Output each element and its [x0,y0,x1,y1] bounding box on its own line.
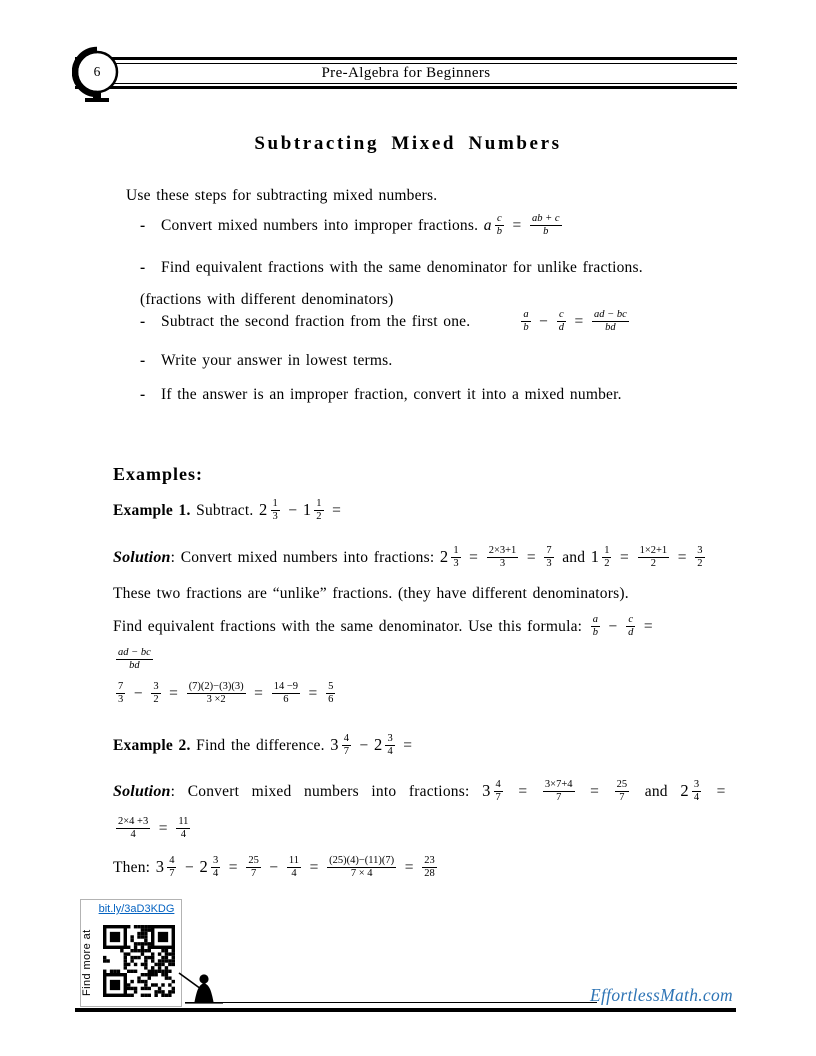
qr-panel [80,899,182,1007]
bullet-dash: - [140,352,146,369]
page-title: Subtracting Mixed Numbers [254,133,562,154]
list-item [113,348,740,373]
example1-work: $\frac{7}{3}$ − $\frac{3}{2}$ = $\frac{(7)(2)-(3)(3)}{3 \times 2}$ = $\frac{14 -9}{6}$ = $\frac{5}{6}$ [118,680,334,705]
bullet-text: Subtract the second fraction from the first one. $\frac{a}{b}$ − $\frac{c}{d}$ = $\frac{ad - bc}{bd}$ [161,308,627,333]
footer-rule-thin [185,1002,597,1003]
header-rule-bottom-thick [75,86,737,89]
page-number-globe-icon [72,45,126,107]
qr-code-icon [103,925,175,997]
header-rule-top-thin [75,63,737,64]
bullet-dash: - [140,313,146,330]
example2-solution-line2: $\frac{2\times 4 +3}{4}$ = $\frac{11}{4}$ [118,815,189,840]
bullet-text: If the answer is an improper fraction, convert it into a mixed number. [161,386,622,403]
list-item [113,213,740,239]
bullet-text: Write your answer in lowest terms. [161,352,393,369]
header-rule-top-thick [75,57,737,60]
footer-rule-thick [75,1008,736,1012]
example2-solution-line1: Solution: Convert mixed numbers into fractions: 3 $\frac{4}{7}$ = $\frac{3\times 7+4}{7}$ = $\frac{25}{7}$ and 2 $\frac{3}{4}$ = [113,778,726,803]
find-more-label: Find more at [81,929,93,997]
book-title: Pre-Algebra for Beginners [321,65,491,81]
website-link[interactable]: EffortlessMath.com [590,985,733,1005]
header-rule-bottom-thin [75,83,737,84]
bullet-text: Find equivalent fractions with the same denominator for unlike fractions. (fractions with different denominators) [140,259,643,308]
example1-explanation: These two fractions are “unlike” fractions. (they have different denominators). Find equivalent fractions with the same denominator. Use this formula: $\frac{a}{b}$ − $\frac{c}{d}$ = $\frac{ad - bc}{bd}$ [113,585,653,671]
bullet-dash: - [140,386,146,403]
teacher-pointer-icon [176,970,224,1006]
page-number: 6 [93,64,101,79]
examples-heading: Examples: [113,464,203,484]
bullet-dash: - [140,217,146,234]
example2-result: Then: 3 $\frac{4}{7}$ − 2 $\frac{3}{4}$ = $\frac{25}{7}$ − $\frac{11}{4}$ = $\frac{(25)(4)-(11)(7)}{7 \times 4}$ = $\frac{23}{28}$ [113,854,435,879]
bullet-dash: - [140,259,146,276]
list-item [113,252,740,316]
example1-title: Example 1. Subtract. 2 $\frac{1}{3}$ − 1 $\frac{1}{2}$ = [113,497,342,522]
intro-text: Use these steps for subtracting mixed numbers. [126,187,438,204]
list-item [113,382,740,407]
bullet-text: Convert mixed numbers into improper fractions. a $\frac{c}{b}$ = $\frac{ab + c}{b}$ [161,212,560,237]
example2-title: Example 2. Find the difference. 3 $\frac{4}{7}$ − 2 $\frac{3}{4}$ = [113,732,413,757]
example1-solution: Solution: Convert mixed numbers into fractions: 2 $\frac{1}{3}$ = $\frac{2\times 3+1}{3}$ = $\frac{7}{3}$ and 1 $\frac{1}{2}$ = $\frac{1\times 2+1}{2}$ = $\frac{3}{2}$ [113,544,703,569]
short-url-link[interactable]: bit.ly/3aD3KDG [98,903,175,915]
list-item [113,309,740,335]
page-header [75,0,737,110]
